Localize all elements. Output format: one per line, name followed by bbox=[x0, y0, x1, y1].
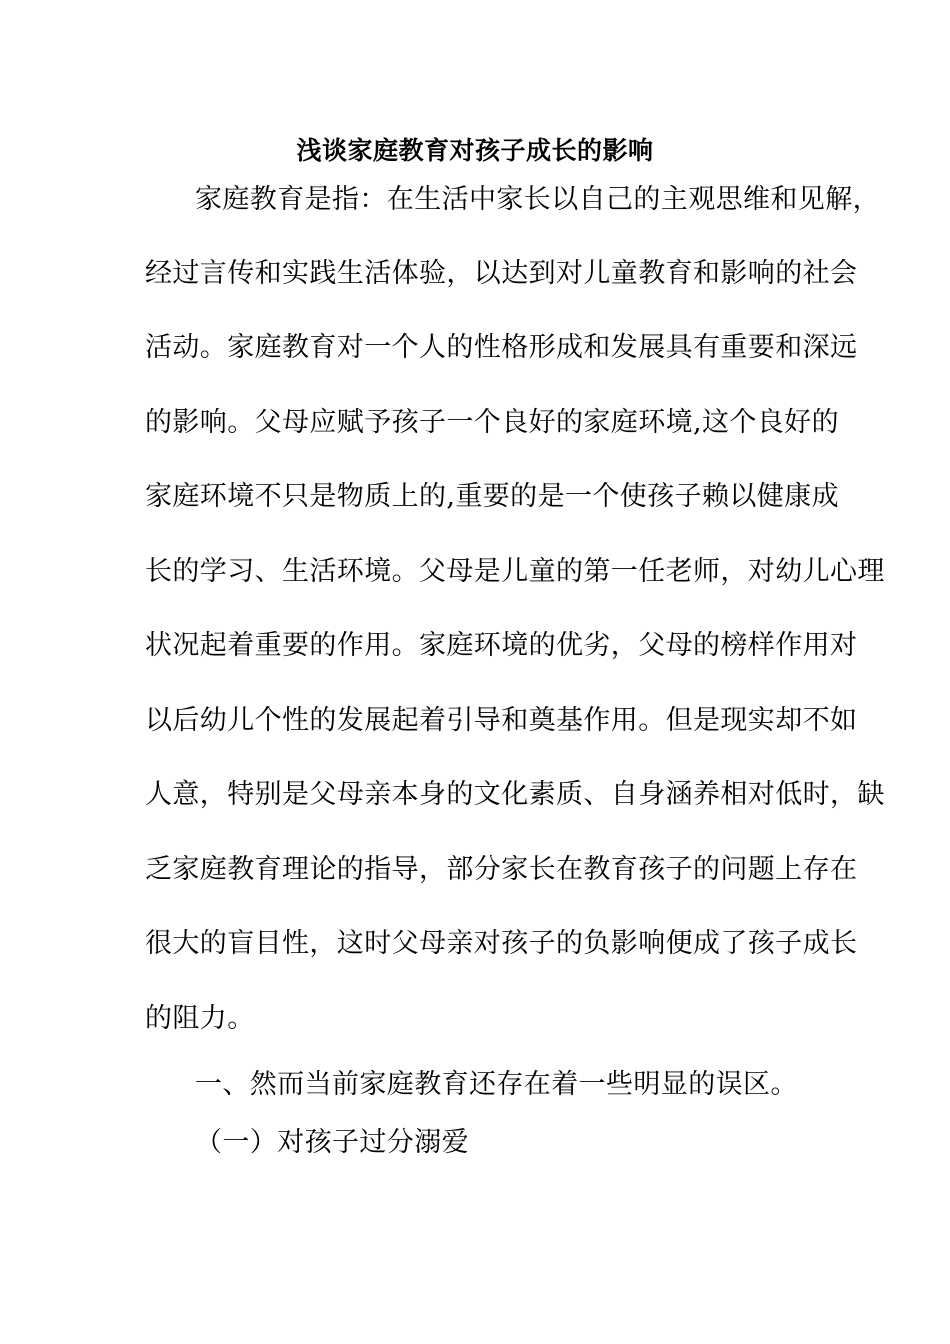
subsection-heading: （一）对孩子过分溺爱 bbox=[195, 1127, 469, 1158]
paragraph-line: 以后幼儿个性的发展起着引导和奠基作用。但是现实却不如 bbox=[145, 705, 858, 736]
paragraph-line: 很大的盲目性，这时父母亲对孩子的负影响便成了孩子成长 bbox=[145, 928, 858, 959]
document-title: 浅谈家庭教育对孩子成长的影响 bbox=[296, 136, 654, 165]
paragraph-line: 长的学习、生活环境。父母是儿童的第一任老师，对幼儿心理 bbox=[145, 556, 885, 587]
paragraph-line: 经过言传和实践生活体验，以达到对儿童教育和影响的社会 bbox=[145, 258, 858, 289]
paragraph-line: 的阻力。 bbox=[145, 1003, 255, 1034]
paragraph-line: 家庭教育是指：在生活中家长以自己的主观思维和见解， bbox=[195, 184, 880, 215]
paragraph-line: 家庭环境不只是物质上的,重要的是一个使孩子赖以健康成 bbox=[145, 481, 839, 512]
paragraph-line: 乏家庭教育理论的指导，部分家长在教育孩子的问题上存在 bbox=[145, 854, 858, 885]
section-heading: 一、然而当前家庭教育还存在着一些明显的误区。 bbox=[195, 1069, 798, 1100]
paragraph-line: 的影响。父母应赋予孩子一个良好的家庭环境,这个良好的 bbox=[145, 407, 839, 438]
paragraph-line: 活动。家庭教育对一个人的性格形成和发展具有重要和深远 bbox=[145, 332, 858, 363]
paragraph-line: 状况起着重要的作用。家庭环境的优劣，父母的榜样作用对 bbox=[145, 630, 858, 661]
paragraph-line: 人意，特别是父母亲本身的文化素质、自身涵养相对低时，缺 bbox=[145, 779, 885, 810]
